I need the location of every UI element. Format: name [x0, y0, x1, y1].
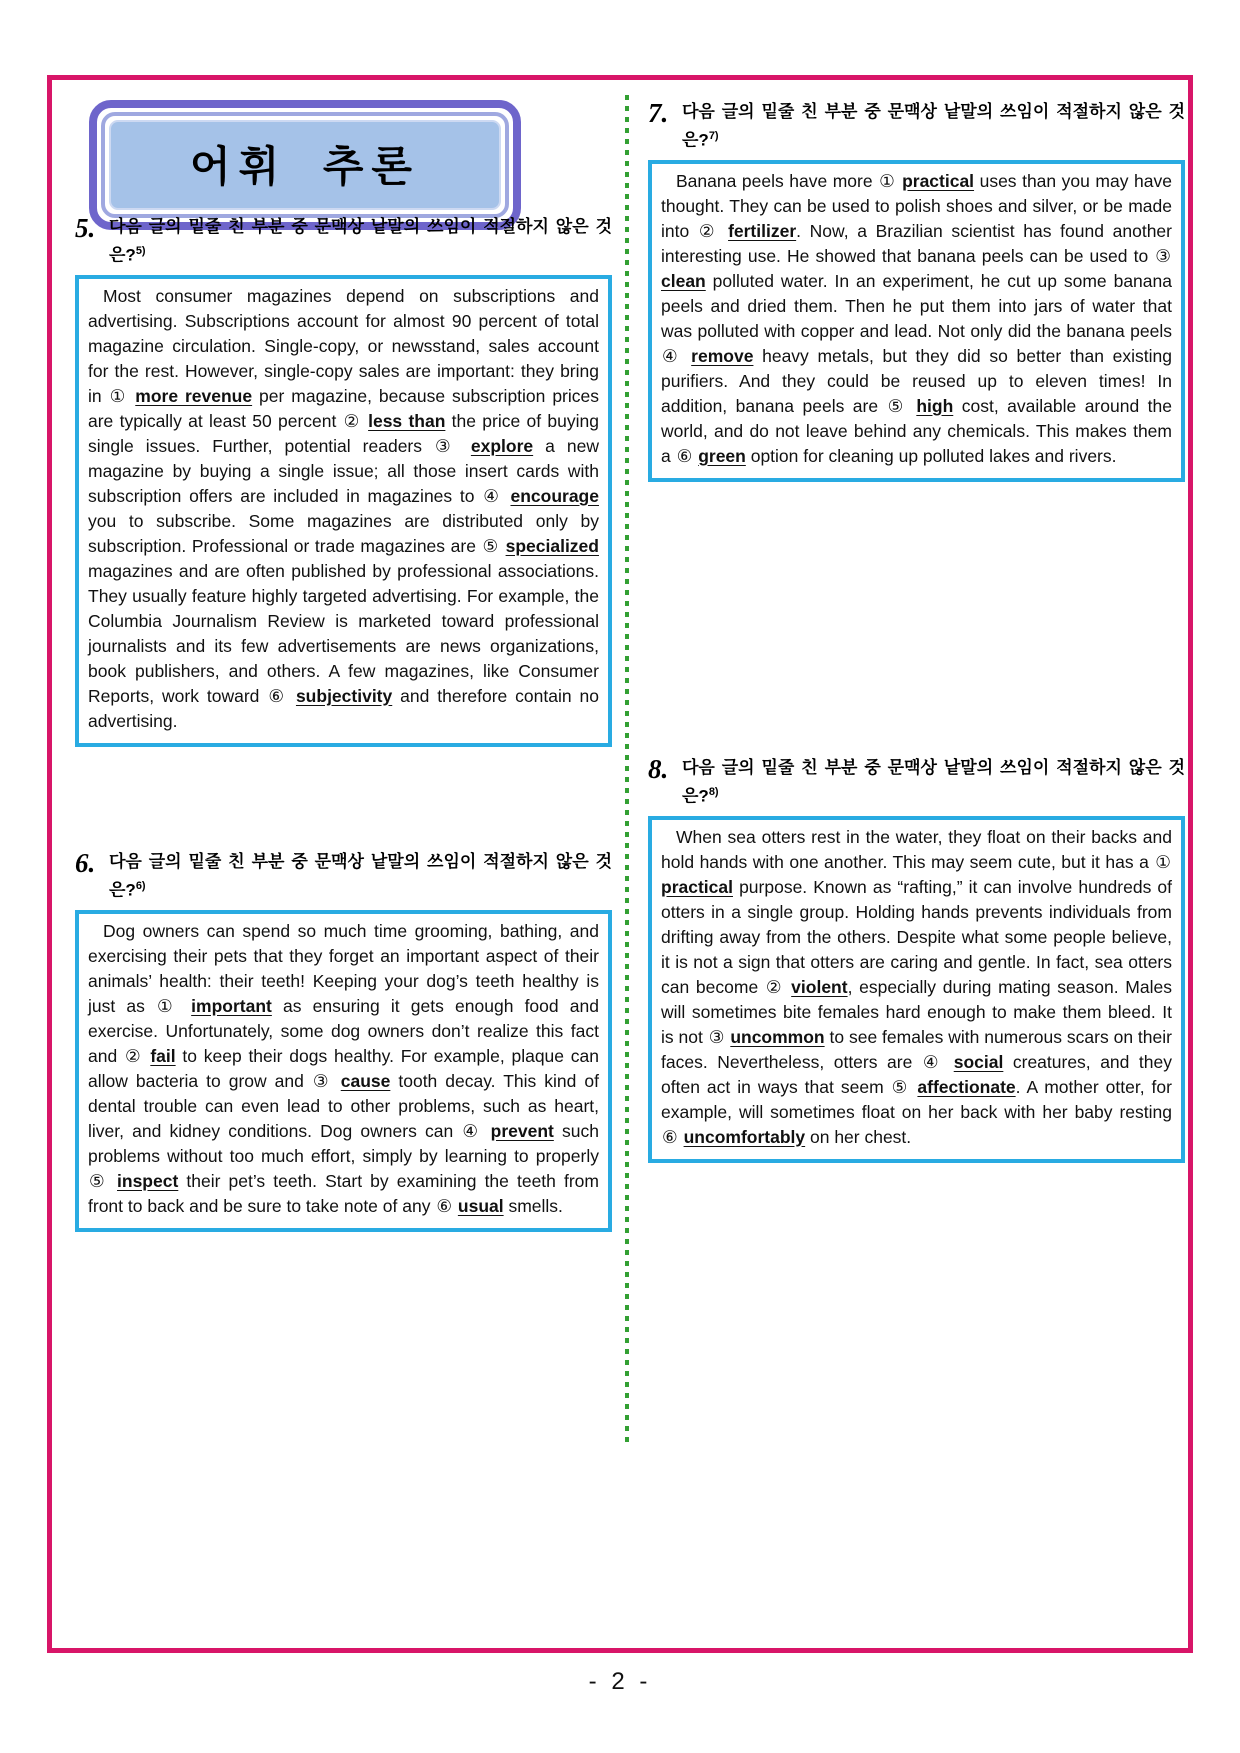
- question-5-number: 5.: [75, 213, 96, 243]
- question-6-footnote-marker: 6): [135, 880, 146, 892]
- left-column: [75, 100, 612, 1600]
- question-8-header: [648, 756, 1185, 809]
- question-8-passage-box: [648, 816, 1185, 1163]
- choice-circle-number: ⑥: [268, 685, 288, 706]
- choice-circle-number: ③: [435, 435, 458, 456]
- question-5-header: [75, 215, 612, 268]
- choice-circle-number: ⑤: [887, 395, 907, 416]
- underlined-choice-word: violent: [791, 976, 848, 997]
- underlined-choice-word: fertilizer: [728, 220, 797, 241]
- underlined-choice-word: fail: [150, 1045, 176, 1066]
- underlined-choice-word: social: [953, 1051, 1004, 1072]
- underlined-choice-word: green: [698, 445, 746, 466]
- underlined-choice-word: practical: [902, 170, 975, 191]
- question-8-footnote-marker: 8): [708, 786, 719, 798]
- section-title: 어휘 추론: [190, 143, 420, 190]
- choice-circle-number: ⑤: [482, 535, 499, 556]
- right-column: [648, 100, 1185, 1600]
- question-5-passage-text: Most consumer magazines depend on subscriptions and advertising. Subscriptions account for almost 90 percent of total magazine circulation. Single-copy, or newsstand, sales account for the rest. However, single-copy sales are important: they bring in ① more revenue per magazine, because subscription prices are typically at least 50 percent ② less than the price of buying single issues. Further, potential readers ③ explore a new magazine by buying a single issue; all those insert cards with subscription offers are included in magazines to ④ encourage you to subscribe. Some magazines are distributed only by subscription. Professional or trade magazines are ⑤ specialized magazines and are often published by professional associations. They usually feature highly targeted advertising. For example, the Columbia Journalism Review is marketed toward professional journalists and its few advertisements are news organizations, book publishers, and others. A few magazines, like Consumer Reports, work toward ⑥ subjectivity and therefore contain no advertising.: [88, 285, 599, 731]
- choice-circle-number: ④: [462, 1120, 482, 1141]
- choice-circle-number: ②: [124, 1045, 143, 1066]
- question-6-passage-text: Dog owners can spend so much time grooming, bathing, and exercising their pets that they forget an important aspect of their animals’ health: their teeth! Keeping your dog’s teeth healthy is just as ① important as ensuring it gets enough food and exercise. Unfortunately, some dog owners don’t realize this fact and ② fail to keep their dogs healthy. For example, plaque can allow bacteria to grow and ③ cause tooth decay. This kind of dental trouble can even lead to other problems, such as heart, liver, and kidney conditions. Dog owners can ④ prevent such problems without too much effort, simply by learning to properly ⑤ inspect their pet’s teeth. Start by examining the teeth from front to back and be sure to take note of any ⑥ usual smells.: [88, 920, 599, 1216]
- question-6-header: [75, 850, 612, 903]
- question-7-number: 7.: [648, 98, 669, 128]
- question-7-footnote-marker: 7): [708, 130, 719, 142]
- question-7-prompt: [682, 100, 1185, 153]
- choice-circle-number: ④: [483, 485, 502, 506]
- choice-circle-number: ⑥: [662, 1126, 678, 1147]
- underlined-choice-word: inspect: [117, 1170, 179, 1191]
- choice-circle-number: ②: [698, 220, 719, 241]
- section-title-banner-ring: [101, 112, 509, 218]
- question-6-prompt-text: 다음 글의 밑줄 친 부분 중 문맥상 낱말의 쓰임이 적절하지 않은 것은?: [109, 852, 612, 900]
- question-8: [648, 756, 1185, 1163]
- question-8-prompt: [682, 756, 1185, 809]
- choice-circle-number: ②: [765, 976, 784, 997]
- choice-circle-number: ②: [343, 410, 361, 431]
- underlined-choice-word: high: [916, 395, 954, 416]
- question-6-number: 6.: [75, 848, 96, 878]
- page-number: - 2 -: [588, 1668, 652, 1695]
- underlined-choice-word: remove: [691, 345, 754, 366]
- question-7-prompt-text: 다음 글의 밑줄 친 부분 중 문맥상 낱말의 쓰임이 적절하지 않은 것은?: [682, 102, 1185, 150]
- question-5-prompt: [109, 215, 612, 268]
- column-divider-dotted-line: [625, 95, 629, 1445]
- question-5-footnote-marker: 5): [135, 245, 146, 257]
- question-6: [75, 850, 612, 1232]
- underlined-choice-word: subjectivity: [295, 685, 393, 706]
- question-5-passage-box: [75, 275, 612, 747]
- underlined-choice-word: specialized: [505, 535, 599, 556]
- underlined-choice-word: practical: [661, 876, 733, 897]
- choice-circle-number: ⑥: [676, 445, 693, 466]
- choice-circle-number: ①: [1155, 851, 1171, 872]
- underlined-choice-word: more revenue: [135, 385, 253, 406]
- choice-circle-number: ①: [109, 385, 128, 406]
- question-8-passage-text: When sea otters rest in the water, they float on their backs and hold hands with one another. This may seem cute, but it has a ① practical purpose. Known as “rafting,” it can involve hundreds of otters in a single group. Holding hands prevents individuals from drifting away from the others. Despite what some people believe, it is not a sign that otters are caring and gentle. In fact, sea otters can become ② violent, especially during mating season. Males will sometimes bite females hard enough to make them bleed. It is not ③ uncommon to see females with numerous scars on their faces. Nevertheless, otters are ④ social creatures, and they often act in ways that seem ⑤ affectionate. A mother otter, for example, will sometimes float on her back with her baby resting ⑥ uncomfortably on her chest.: [661, 826, 1172, 1147]
- underlined-choice-word: affectionate: [917, 1076, 1016, 1097]
- question-7-header: [648, 100, 1185, 153]
- underlined-choice-word: usual: [457, 1195, 504, 1216]
- underlined-choice-word: less than: [368, 410, 446, 431]
- question-6-passage-box: [75, 910, 612, 1232]
- underlined-choice-word: explore: [470, 435, 534, 456]
- choice-circle-number: ⑤: [89, 1170, 108, 1191]
- question-7: [648, 100, 1185, 482]
- choice-circle-number: ⑥: [436, 1195, 453, 1216]
- question-7-passage-text: Banana peels have more ① practical uses than you may have thought. They can be used to polish shoes and silver, or be made into ② fertilizer. Now, a Brazilian scientist has found another interesting use. He showed that banana peels can be used to ③ clean polluted water. In an experiment, he cut up some banana peels and dried them. Then he put them into jars of water that was polluted with copper and lead. Not only did the banana peels ④ remove heavy metals, but they did so better than existing purifiers. And they could be reused up to eleven times! In addition, banana peels are ⑤ high cost, available around the world, and do not leave behind any chemicals. This makes them a ⑥ green option for cleaning up polluted lakes and rivers.: [661, 170, 1172, 466]
- underlined-choice-word: prevent: [490, 1120, 554, 1141]
- underlined-choice-word: uncomfortably: [683, 1126, 806, 1147]
- question-6-prompt: [109, 850, 612, 903]
- question-5-prompt-text: 다음 글의 밑줄 친 부분 중 문맥상 낱말의 쓰임이 적절하지 않은 것은?: [109, 217, 612, 265]
- question-8-number: 8.: [648, 754, 669, 784]
- underlined-choice-word: encourage: [510, 485, 599, 506]
- choice-circle-number: ③: [1155, 245, 1171, 266]
- choice-circle-number: ③: [708, 1026, 725, 1047]
- choice-circle-number: ①: [879, 170, 896, 191]
- question-5: [75, 215, 612, 747]
- underlined-choice-word: clean: [661, 270, 706, 291]
- choice-circle-number: ⑤: [891, 1076, 910, 1097]
- underlined-choice-word: cause: [340, 1070, 391, 1091]
- question-8-prompt-text: 다음 글의 밑줄 친 부분 중 문맥상 낱말의 쓰임이 적절하지 않은 것은?: [682, 758, 1185, 806]
- choice-circle-number: ①: [157, 995, 179, 1016]
- section-title-banner-fill: [109, 120, 501, 210]
- question-7-passage-box: [648, 160, 1185, 482]
- section-title-banner: [89, 100, 521, 230]
- choice-circle-number: ③: [312, 1070, 332, 1091]
- underlined-choice-word: uncommon: [730, 1026, 825, 1047]
- choice-circle-number: ④: [662, 345, 682, 366]
- underlined-choice-word: important: [191, 995, 272, 1016]
- choice-circle-number: ④: [922, 1051, 944, 1072]
